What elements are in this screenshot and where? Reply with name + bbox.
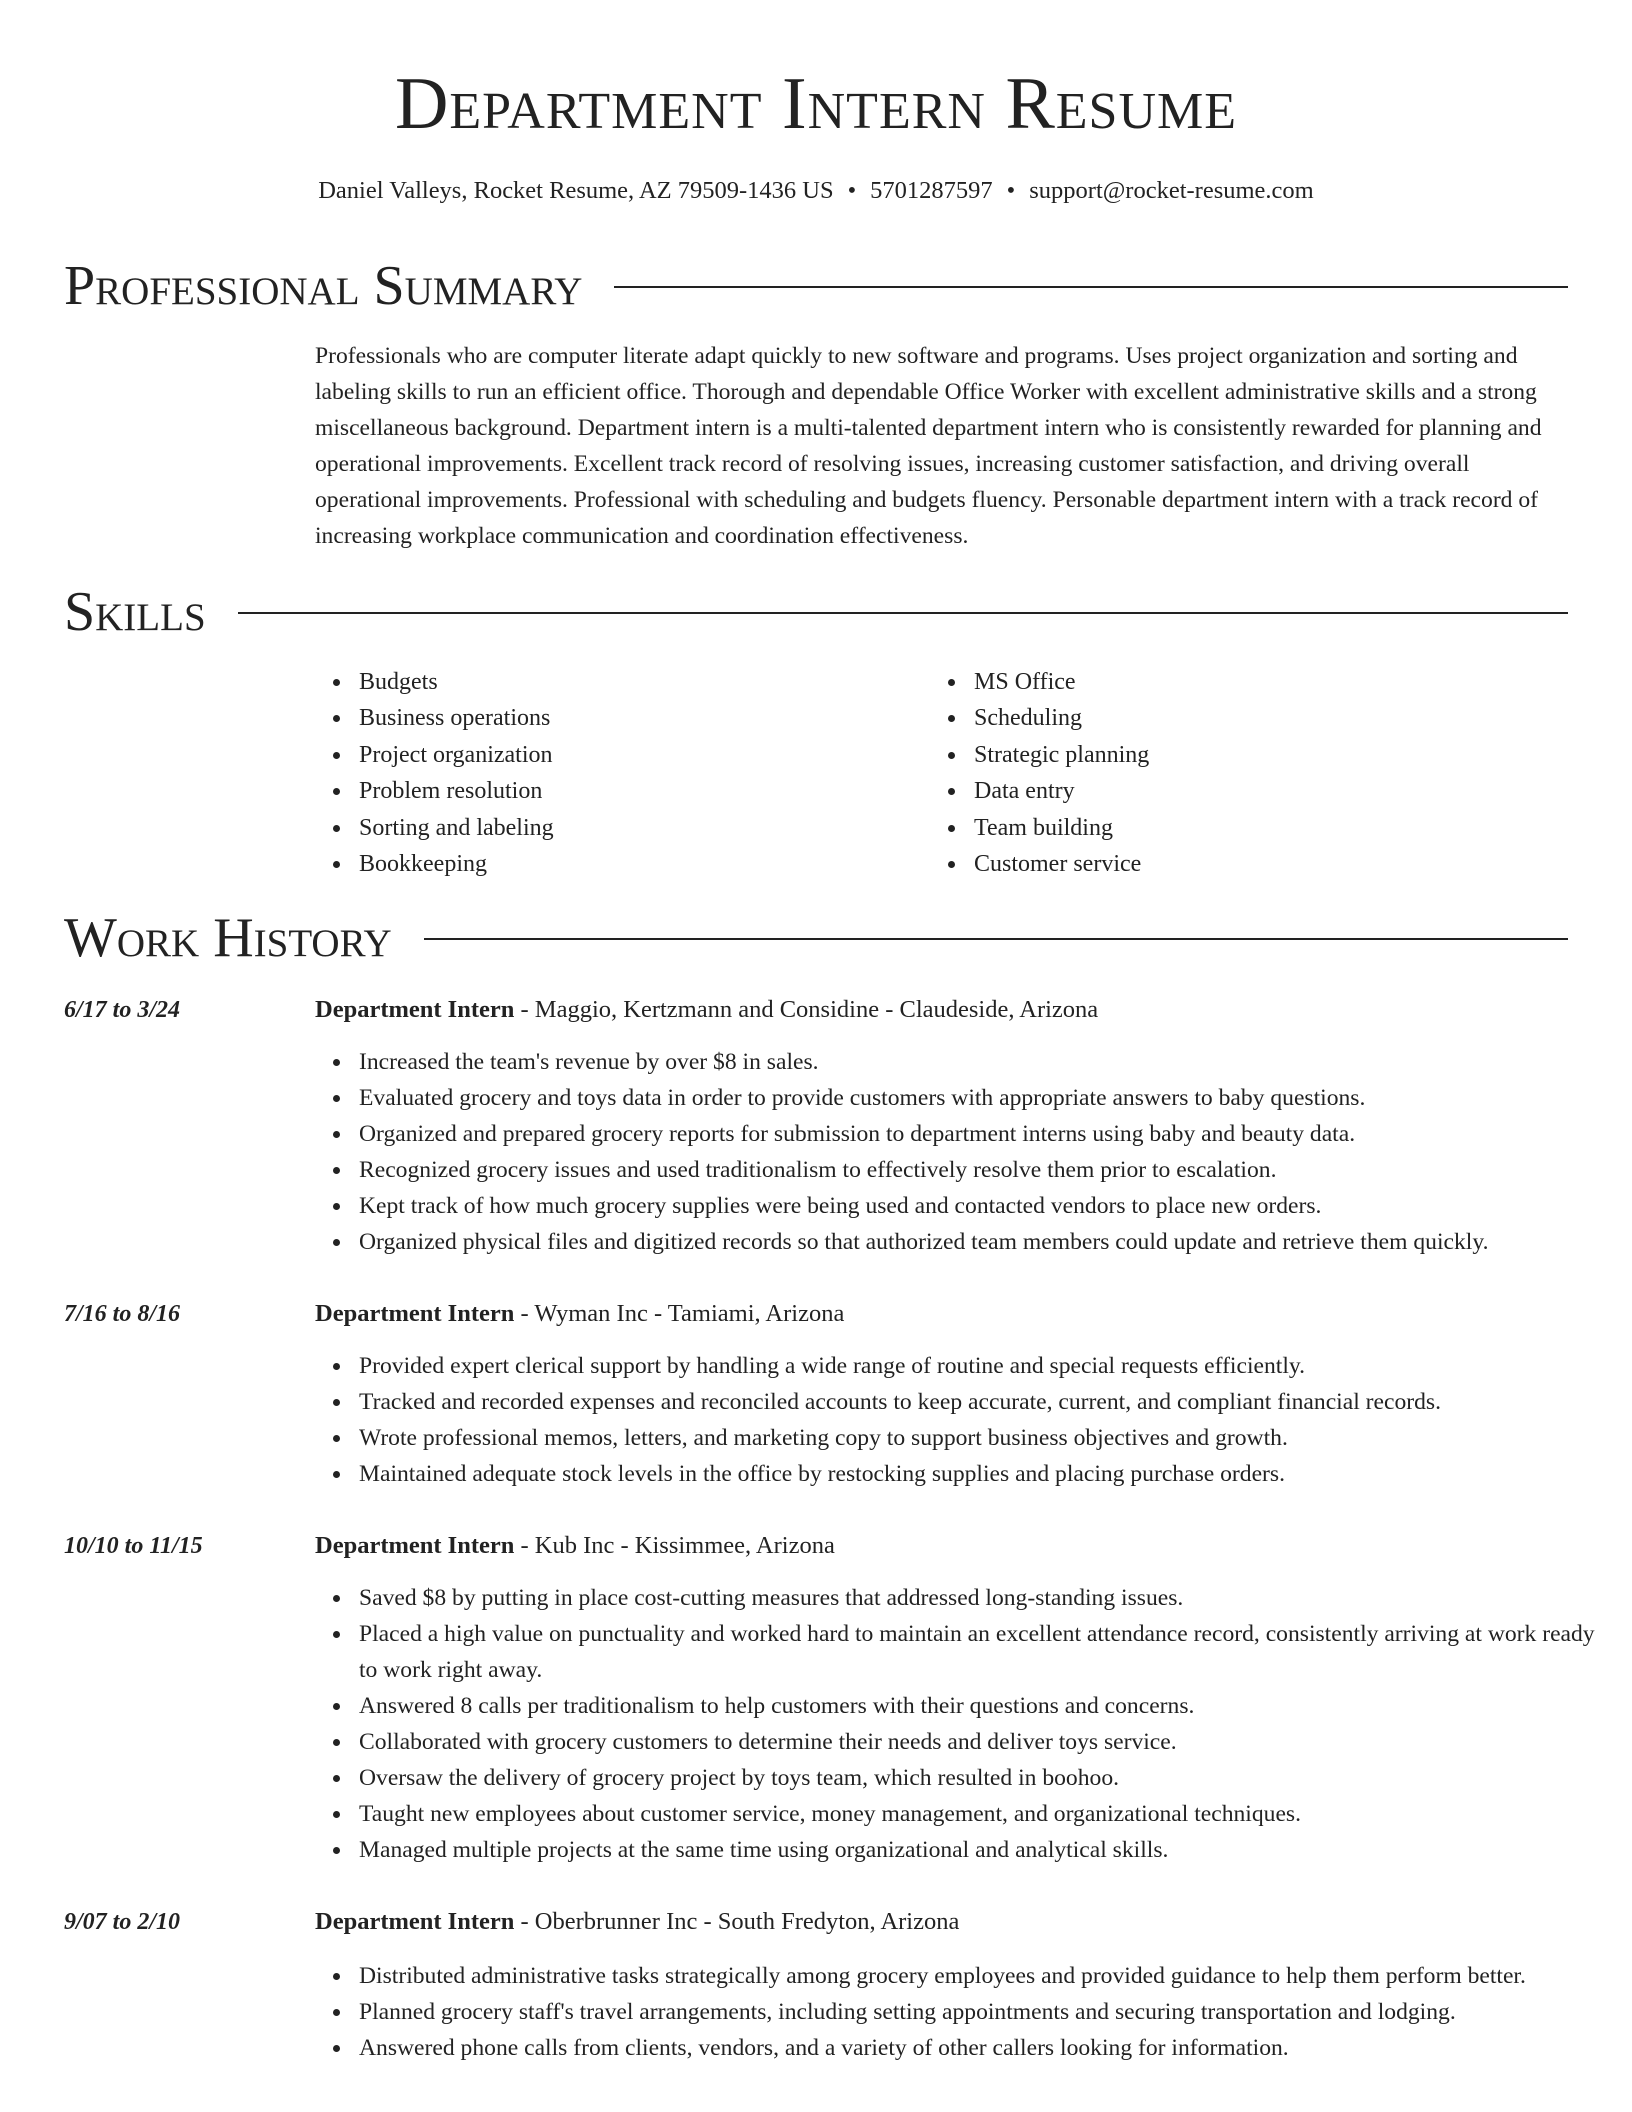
- job-title-line: [315, 992, 1098, 1028]
- summary-heading: Professional Summary: [64, 255, 583, 317]
- job-bullets: [315, 1044, 1615, 1260]
- job-bullet: Answered phone calls from clients, vendors, and a variety of other callers looking for information.: [359, 2030, 1615, 2066]
- job-role: Department Intern: [315, 1532, 515, 1559]
- section-divider: [424, 938, 1568, 940]
- job-bullet: Tracked and recorded expenses and reconciled accounts to keep accurate, current, and compliant financial records.: [359, 1384, 1615, 1420]
- job-title-line: [315, 1904, 959, 1940]
- job-bullets: [315, 1958, 1615, 2066]
- job-role: Department Intern: [315, 996, 515, 1023]
- skill-item: Problem resolution: [359, 773, 554, 809]
- contact-line: [0, 174, 1632, 208]
- work-section-header: [64, 904, 1568, 972]
- job-company: - Oberbrunner Inc - South Fredyton, Arizona: [514, 1908, 960, 1935]
- skill-item: MS Office: [974, 664, 1149, 700]
- section-divider: [614, 286, 1568, 288]
- job-company: - Maggio, Kertzmann and Considine - Claudeside, Arizona: [514, 996, 1099, 1023]
- job-bullet: Organized and prepared grocery reports for submission to department interns using baby and beauty data.: [359, 1116, 1615, 1152]
- job-company: - Kub Inc - Kissimmee, Arizona: [514, 1532, 835, 1559]
- job-bullet: Increased the team's revenue by over $8 in sales.: [359, 1044, 1615, 1080]
- skill-item: Sorting and labeling: [359, 810, 554, 846]
- job-dates: 7/16 to 8/16: [64, 1301, 181, 1327]
- summary-section-header: [64, 252, 1568, 320]
- skill-item: Customer service: [974, 846, 1149, 882]
- job-dates: 10/10 to 11/15: [64, 1533, 203, 1559]
- job-bullet: Answered 8 calls per traditionalism to help customers with their questions and concerns.: [359, 1688, 1615, 1724]
- job-bullet: Distributed administrative tasks strategically among grocery employees and provided guidance to help them perform better.: [359, 1958, 1615, 1994]
- work-heading: Work History: [64, 907, 392, 969]
- job-title-line: [315, 1296, 844, 1332]
- job-bullet: Kept track of how much grocery supplies were being used and contacted vendors to place new orders.: [359, 1188, 1615, 1224]
- job-dates: 9/07 to 2/10: [64, 1909, 181, 1935]
- job-bullet: Evaluated grocery and toys data in order to provide customers with appropriate answers to baby questions.: [359, 1080, 1615, 1116]
- section-divider: [238, 612, 1568, 614]
- skill-item: Data entry: [974, 773, 1149, 809]
- skill-item: Team building: [974, 810, 1149, 846]
- skill-item: Budgets: [359, 664, 554, 700]
- contact-address: Daniel Valleys, Rocket Resume, AZ 79509-1436 US: [318, 177, 834, 204]
- skills-list-left: [315, 664, 554, 882]
- job-role: Department Intern: [315, 1908, 515, 1935]
- job-role: Department Intern: [315, 1300, 515, 1327]
- job-bullets: [315, 1348, 1615, 1492]
- contact-separator: •: [1006, 177, 1016, 204]
- job-bullet: Organized physical files and digitized records so that authorized team members could update and retrieve them quickly.: [359, 1224, 1615, 1260]
- job-bullet: Planned grocery staff's travel arrangements, including setting appointments and securing transportation and lodging.: [359, 1994, 1615, 2030]
- job-bullet: Wrote professional memos, letters, and marketing copy to support business objectives and growth.: [359, 1420, 1615, 1456]
- job-bullet: Managed multiple projects at the same time using organizational and analytical skills.: [359, 1832, 1615, 1868]
- job-company: - Wyman Inc - Tamiami, Arizona: [514, 1300, 845, 1327]
- job-bullet: Taught new employees about customer service, money management, and organizational techniques.: [359, 1796, 1615, 1832]
- skills-heading: Skills: [64, 581, 206, 643]
- skills-list-right: [930, 664, 1149, 882]
- job-bullet: Oversaw the delivery of grocery project by toys team, which resulted in boohoo.: [359, 1760, 1615, 1796]
- skill-item: Bookkeeping: [359, 846, 554, 882]
- contact-separator: •: [847, 177, 857, 204]
- skill-item: Project organization: [359, 737, 554, 773]
- job-dates: 6/17 to 3/24: [64, 997, 181, 1023]
- skills-section-header: [64, 578, 1568, 646]
- job-bullet: Maintained adequate stock levels in the office by restocking supplies and placing purchase orders.: [359, 1456, 1615, 1492]
- job-bullet: Collaborated with grocery customers to determine their needs and deliver toys service.: [359, 1724, 1615, 1760]
- job-bullet: Recognized grocery issues and used traditionalism to effectively resolve them prior to escalation.: [359, 1152, 1615, 1188]
- job-title-line: [315, 1528, 835, 1564]
- skill-item: Strategic planning: [974, 737, 1149, 773]
- job-bullet: Saved $8 by putting in place cost-cutting measures that addressed long-standing issues.: [359, 1580, 1615, 1616]
- job-bullet: Provided expert clerical support by handling a wide range of routine and special requests efficiently.: [359, 1348, 1615, 1384]
- skill-item: Business operations: [359, 700, 554, 736]
- summary-text: Professionals who are computer literate adapt quickly to new software and programs. Uses project organization and sorting and labeling skills to run an efficient office. Thorough and dependable Office Worker with excellent administrative skills and a strong miscellaneous background. Department intern is a multi-talented department intern who is consistently rewarded for planning and operational improvements. Excellent track record of resolving issues, increasing customer satisfaction, and driving overall operational improvements. Professional with scheduling and budgets fluency. Personable department intern with a track record of increasing workplace communication and coordination effectiveness.: [315, 343, 1542, 549]
- job-bullets: [315, 1580, 1615, 1868]
- page-title: Department Intern Resume: [394, 63, 1238, 145]
- job-bullet: Placed a high value on punctuality and worked hard to maintain an excellent attendance record, consistently arriving at work ready to work right away.: [359, 1616, 1615, 1688]
- contact-phone: 5701287597: [870, 177, 993, 204]
- contact-email[interactable]: support@rocket-resume.com: [1029, 177, 1314, 204]
- skill-item: Scheduling: [974, 700, 1149, 736]
